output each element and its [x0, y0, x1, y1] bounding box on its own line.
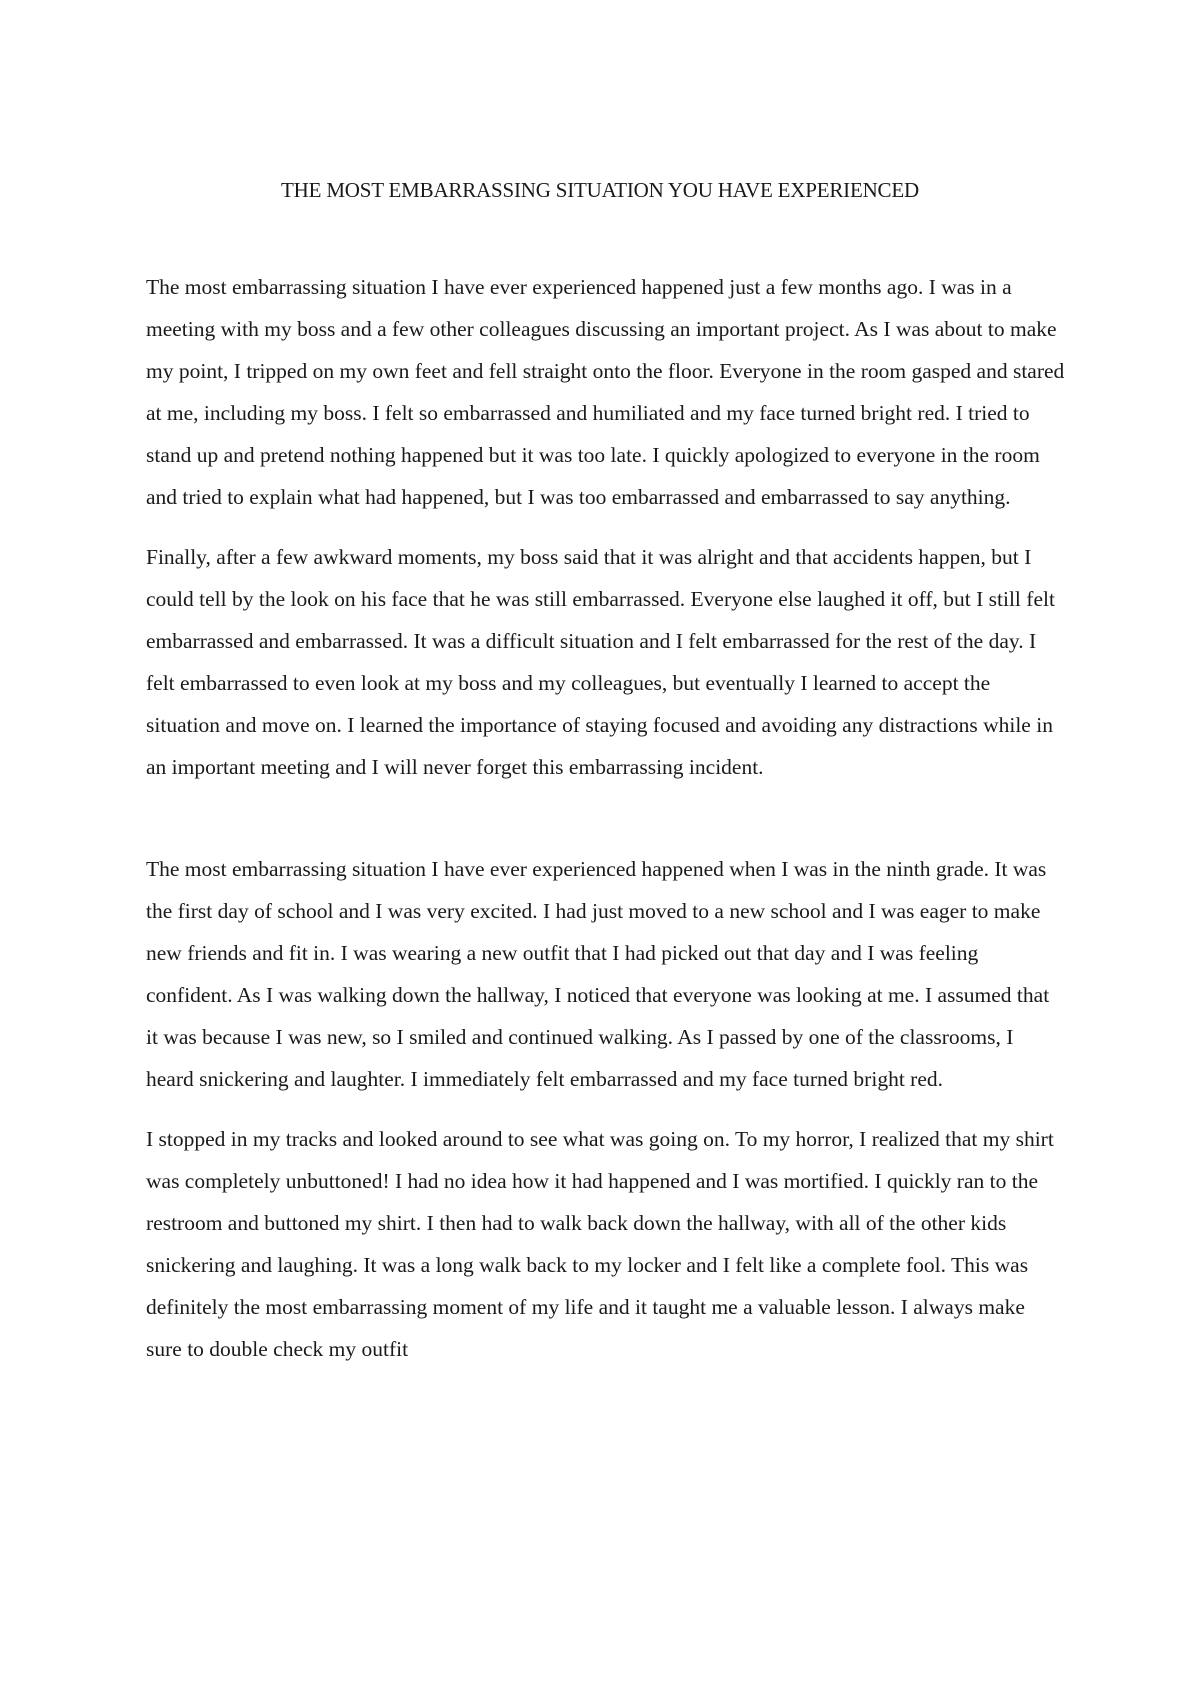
paragraph-2: Finally, after a few awkward moments, my boss said that it was alright and that accidents happen, but I could tell by the look on his face that he was still embarrassed. Everyone else laughed it off, but I still felt embarrassed and embarrassed. It was a difficult situation and I felt embarrassed for the rest of the day. I felt embarrassed to even look at my boss and my colleagues, but eventually I learned to accept the situation and move on. I learned the importance of staying focused and avoiding any distractions while in an important meeting and I will never forget this embarrassing incident.: [146, 545, 1055, 779]
paragraph-3: The most embarrassing situation I have ever experienced happened when I was in the ninth grade. It was the first day of school and I was very excited. I had just moved to a new school and I was eager to make new friends and fit in. I was wearing a new outfit that I had picked out that day and I was feeling confident. As I was walking down the hallway, I noticed that everyone was looking at me. I assumed that it was because I was new, so I smiled and continued walking. As I passed by one of the classrooms, I heard snickering and laughter. I immediately felt embarrassed and my face turned bright red.: [146, 857, 1050, 1091]
document-title: THE MOST EMBARRASSING SITUATION YOU HAVE EXPERIENCED: [281, 178, 919, 202]
paragraph-4: I stopped in my tracks and looked around to see what was going on. To my horror, I realized that my shirt was completely unbuttoned! I had no idea how it had happened and I was mortified. I quickly ran to the restroom and buttoned my shirt. I then had to walk back down the hallway, with all of the other kids snickering and laughing. It was a long walk back to my locker and I felt like a complete fool. This was definitely the most embarrassing moment of my life and it taught me a valuable lesson. I always make sure to double check my outfit: [146, 1127, 1054, 1361]
paragraph-1: The most embarrassing situation I have ever experienced happened just a few months ago. I was in a meeting with my boss and a few other colleagues discussing an important project. As I was about to make my point, I tripped on my own feet and fell straight onto the floor. Everyone in the room gasped and stared at me, including my boss. I felt so embarrassed and humiliated and my face turned bright red. I tried to stand up and pretend nothing happened but it was too late. I quickly apologized to everyone in the room and tried to explain what had happened, but I was too embarrassed and embarrassed to say anything.: [146, 275, 1065, 509]
document-body: [146, 266, 1066, 1370]
paragraph-spacer: [146, 1100, 1066, 1118]
paragraph-spacer: [146, 518, 1066, 536]
section-spacer: [146, 788, 1066, 848]
